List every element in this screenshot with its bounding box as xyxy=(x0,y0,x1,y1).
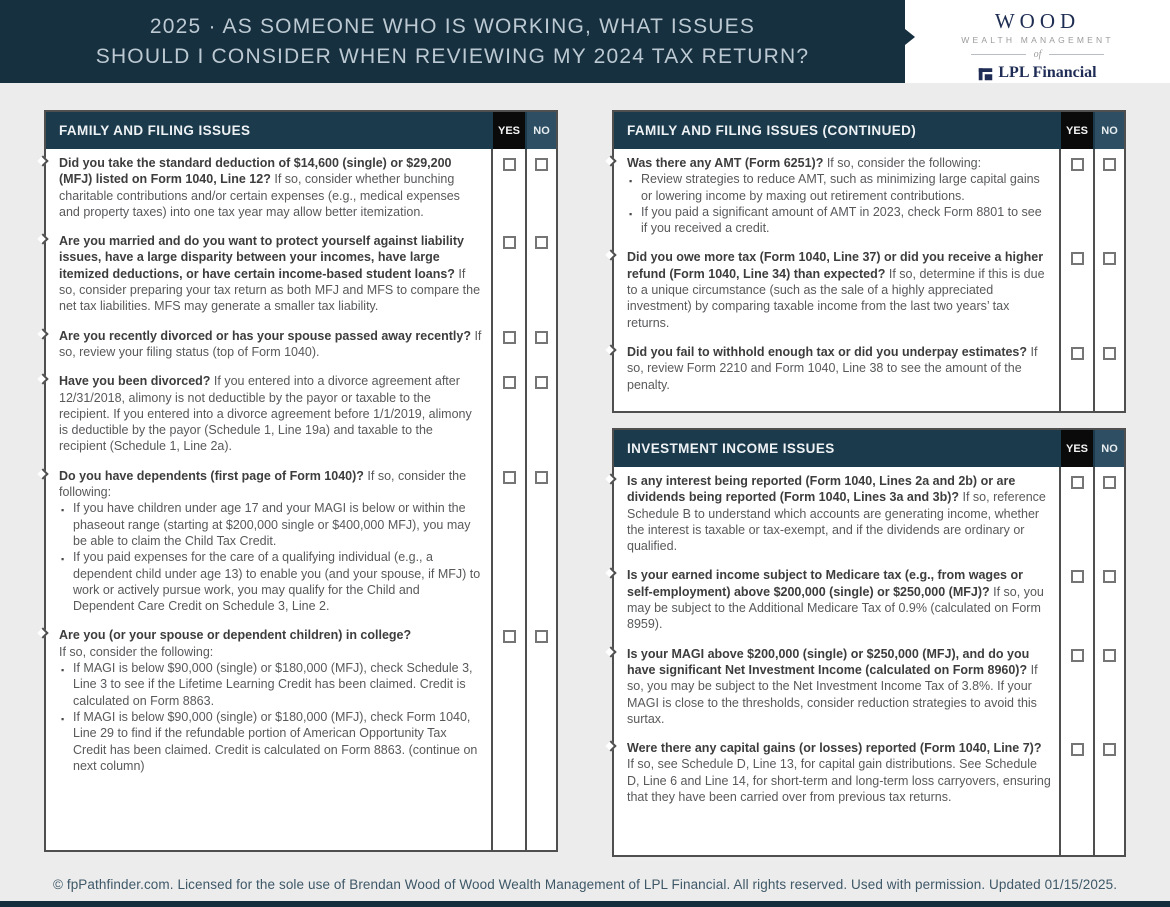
question-lead: Were there any capital gains (or losses) reported (Form 1040, Line 7)? xyxy=(627,741,1042,756)
section-family-filing-continued xyxy=(612,110,1126,413)
yes-checkbox[interactable] xyxy=(1071,649,1084,662)
no-cell xyxy=(1093,243,1124,337)
header-title-band xyxy=(0,0,905,83)
no-cell xyxy=(1093,467,1124,561)
yes-checkbox[interactable] xyxy=(503,331,516,344)
yes-cell xyxy=(1059,149,1093,243)
lpl-financial-icon xyxy=(978,66,993,81)
no-checkbox[interactable] xyxy=(1103,347,1116,360)
question-lead: Do you have dependents (first page of Form 1040)? xyxy=(59,468,364,483)
bullet-text: If MAGI is below $90,000 (single) or $180,000 (MFJ), check Schedule 3, Line 3 to see if the Lifetime Learning Credit has been claimed. Credit is calculated on Form 8863. xyxy=(73,661,473,708)
question-lead: Is your MAGI above $200,000 (single) or $250,000 (MFJ), and do you have significant Net Investment Income (calculated on Form 8960)? xyxy=(627,646,1030,677)
question-detail: If so, determine if this is due to a unique circumstance (such as the sale of a highly appreciated investment) by comparing taxable income from the last two years’ tax returns. xyxy=(627,266,1045,330)
divider-line xyxy=(1049,54,1104,55)
yes-column-header: YES xyxy=(1061,112,1093,149)
yes-cell xyxy=(1059,467,1093,561)
question-lead: Have you been divorced? xyxy=(59,374,211,389)
section-family-filing xyxy=(44,110,558,852)
logo-of-text: of xyxy=(1033,49,1042,60)
question-text xyxy=(614,734,1059,855)
yes-cell xyxy=(1059,338,1093,411)
bullet-text: If you paid a significant amount of AMT in 2023, check Form 8801 to see if you received a credit. xyxy=(641,204,1042,236)
yes-cell xyxy=(491,462,525,622)
no-cell xyxy=(1093,640,1124,734)
no-checkbox[interactable] xyxy=(535,376,548,389)
question-detail: If so, review Form 2210 and Form 1040, Line 38 to see the amount of the penalty. xyxy=(627,344,1038,392)
question-detail: If so, you may be subject to the Net Investment Income Tax of 3.8%. If your MAGI is close to the thresholds, consider reduction strategies to avoid this surtax. xyxy=(627,662,1038,726)
bullet-item xyxy=(627,171,1051,204)
question-text xyxy=(614,561,1059,639)
question-lead: Are you recently divorced or has your spouse passed away recently? xyxy=(59,328,471,343)
question-text xyxy=(614,338,1059,411)
section-header xyxy=(614,112,1124,149)
question-lead: Are you married and do you want to protect yourself against liability issues, have a large disparity between your incomes, have large itemized deductions, or have certain income-based student loans? xyxy=(59,234,464,281)
question-row xyxy=(46,322,556,368)
question-text xyxy=(46,322,491,368)
yes-checkbox[interactable] xyxy=(503,158,516,171)
no-checkbox[interactable] xyxy=(1103,158,1116,171)
yes-column-header: YES xyxy=(1061,430,1093,467)
yes-column-header: YES xyxy=(493,112,525,149)
bullet-item xyxy=(59,500,483,549)
bullet-text: If you have children under age 17 and your MAGI is below or within the phaseout range (starting at $200,000 single or $400,000 MFJ), you may be able to claim the Child Tax Credit. xyxy=(73,501,471,548)
question-detail: If so, review your filing status (top of Form 1040). xyxy=(59,328,482,359)
no-cell xyxy=(525,227,556,321)
question-detail: If so, consider preparing your tax return as both MFJ and MFS to compare the net tax liabilities. MFS may generate a smaller tax liability. xyxy=(59,266,481,314)
question-detail: If so, see Schedule D, Line 13, for capital gain distributions. See Schedule D, Line 6 and Line 14, for short-term and long-term loss carryovers, ensuring that they have been carried over from previous tax returns. xyxy=(627,757,1051,805)
no-cell xyxy=(525,322,556,368)
question-row xyxy=(614,467,1124,561)
left-column xyxy=(44,110,558,852)
question-text xyxy=(46,367,491,461)
question-detail: If so, consider whether bunching charitable contributions and/or certain expenses (e.g., medical expenses and property taxes) into one tax year may allow better itemization. xyxy=(59,172,460,219)
question-lead: Is any interest being reported (Form 1040, Lines 2a and 2b) or are dividends being reported (Form 1040, Lines 3a and 3b)? xyxy=(627,474,1016,505)
page-header xyxy=(0,0,1170,83)
bullet-icon xyxy=(61,500,73,549)
no-cell xyxy=(525,149,556,227)
no-checkbox[interactable] xyxy=(535,158,548,171)
bullet-item xyxy=(59,660,483,709)
yes-cell xyxy=(491,621,525,850)
yes-checkbox[interactable] xyxy=(503,376,516,389)
no-column-header: NO xyxy=(1095,112,1124,149)
bullet-icon xyxy=(629,204,641,237)
yes-cell xyxy=(1059,734,1093,855)
section-header xyxy=(614,430,1124,467)
divider-line xyxy=(971,54,1026,55)
question-text xyxy=(46,462,491,622)
yes-checkbox[interactable] xyxy=(1071,743,1084,756)
yes-checkbox[interactable] xyxy=(1071,158,1084,171)
lpl-financial-logo xyxy=(978,64,1096,82)
bullet-text: If MAGI is below $90,000 (single) or $180,000 (MFJ), check Form 1040, Line 29 to find if the refundable portion of American Opportunity Tax Credit has been claimed. Credit is calculated on Form 8863. (continue on next column) xyxy=(73,709,478,773)
question-lead: Are you (or your spouse or dependent children) in college? xyxy=(59,628,412,643)
question-row xyxy=(614,243,1124,337)
question-detail: If so, consider the following: xyxy=(826,156,982,170)
yes-checkbox[interactable] xyxy=(1071,347,1084,360)
question-lead: Is your earned income subject to Medicare tax (e.g., from wages or self-employment) above $200,000 (single) or $250,000 (MFJ)? xyxy=(627,568,1023,599)
yes-checkbox[interactable] xyxy=(1071,570,1084,583)
question-text xyxy=(46,227,491,321)
question-row xyxy=(46,621,556,850)
no-checkbox[interactable] xyxy=(1103,476,1116,489)
yes-cell xyxy=(1059,243,1093,337)
question-lead: Did you owe more tax (Form 1040, Line 37) or did you receive a higher refund (Form 1040, Line 34) than expected? xyxy=(627,250,1044,281)
no-cell xyxy=(1093,734,1124,855)
no-column-header: NO xyxy=(527,112,556,149)
question-row xyxy=(614,734,1124,855)
header-arrow-icon xyxy=(905,29,915,45)
lpl-financial-text: LPL Financial xyxy=(998,64,1097,81)
section-title: FAMILY AND FILING ISSUES (CONTINUED) xyxy=(627,123,917,138)
question-detail: If so, consider the following: xyxy=(59,644,214,659)
question-row xyxy=(46,462,556,622)
question-text xyxy=(614,640,1059,734)
no-checkbox[interactable] xyxy=(1103,252,1116,265)
no-cell xyxy=(525,367,556,461)
no-checkbox[interactable] xyxy=(535,630,548,643)
question-detail: If so, reference Schedule B to understand which accounts are generating income, whether the interest is taxable or tax-exempt, and if the dividends are ordinary or qualified. xyxy=(627,490,1046,554)
question-row xyxy=(46,227,556,321)
no-cell xyxy=(1093,338,1124,411)
logo-of-divider xyxy=(971,49,1105,60)
no-column-header: NO xyxy=(1095,430,1124,467)
page-title-line-1: 2025 · AS SOMEONE WHO IS WORKING, WHAT ISSUES xyxy=(149,14,756,38)
no-checkbox[interactable] xyxy=(1103,649,1116,662)
yes-checkbox[interactable] xyxy=(503,471,516,484)
question-row xyxy=(614,149,1124,243)
question-lead: Did you take the standard deduction of $14,600 (single) or $29,200 (MFJ) listed on Form 1040, Line 12? xyxy=(59,156,452,187)
no-checkbox[interactable] xyxy=(535,471,548,484)
question-text xyxy=(614,467,1059,561)
yes-cell xyxy=(491,367,525,461)
question-lead: Was there any AMT (Form 6251)? xyxy=(627,156,824,170)
question-row xyxy=(46,367,556,461)
question-text xyxy=(614,243,1059,337)
no-cell xyxy=(525,462,556,622)
no-checkbox[interactable] xyxy=(535,331,548,344)
bottom-bar xyxy=(0,901,1170,907)
question-row xyxy=(614,338,1124,411)
bullet-icon xyxy=(61,709,73,774)
yes-cell xyxy=(491,322,525,368)
question-detail: If so, consider the following: xyxy=(59,468,467,500)
question-text xyxy=(46,621,491,850)
question-text xyxy=(614,149,1059,243)
section-header xyxy=(46,112,556,149)
no-cell xyxy=(1093,149,1124,243)
bullet-icon xyxy=(61,660,73,709)
no-cell xyxy=(1093,561,1124,639)
bullet-icon xyxy=(61,549,73,614)
yes-checkbox[interactable] xyxy=(503,236,516,249)
yes-cell xyxy=(491,149,525,227)
bullet-text: If you paid expenses for the care of a qualifying individual (e.g., a dependent child under age 13) to enable you (and your spouse, if MFJ) to work or actively pursue work, you may qualify for the Child and Dependent Care Credit on Schedule 3, Line 2. xyxy=(73,550,481,614)
bullet-text: Review strategies to reduce AMT, such as minimizing large capital gains or lowering income by maxing out retirement contributions. xyxy=(641,172,1040,203)
section-investment-income xyxy=(612,428,1126,857)
yes-cell xyxy=(1059,561,1093,639)
yes-checkbox[interactable] xyxy=(1071,252,1084,265)
yes-cell xyxy=(491,227,525,321)
logo-panel xyxy=(905,0,1170,83)
right-column xyxy=(612,110,1126,857)
question-detail: If you entered into a divorce agreement after 12/31/2018, alimony is not deductible by the payor or taxable to the recipient. If you entered into a divorce agreement before 1/1/2019, alimony is deductible by the payor (Schedule 1, Line 19a) and taxable to the recipient (Schedule 1, Line 2a). xyxy=(59,374,472,454)
no-cell xyxy=(525,621,556,850)
footer-license-text: © fpPathfinder.com. Licensed for the sole use of Brendan Wood of Wood Wealth Management of LPL Financial. All rights reserved. Used with permission. Updated 01/15/2025. xyxy=(52,877,1118,892)
logo-wood-text: wood xyxy=(994,2,1081,35)
no-checkbox[interactable] xyxy=(1103,570,1116,583)
bullet-item xyxy=(627,204,1051,237)
yes-checkbox[interactable] xyxy=(503,630,516,643)
question-text xyxy=(46,149,491,227)
question-row xyxy=(614,561,1124,639)
bullet-item xyxy=(59,709,483,774)
question-row xyxy=(46,149,556,227)
question-lead: Did you fail to withhold enough tax or did you underpay estimates? xyxy=(627,344,1028,359)
yes-cell xyxy=(1059,640,1093,734)
no-checkbox[interactable] xyxy=(1103,743,1116,756)
section-title: FAMILY AND FILING ISSUES xyxy=(59,123,251,138)
bullet-item xyxy=(59,549,483,614)
page-title-line-2: SHOULD I CONSIDER WHEN REVIEWING MY 2024 TAX RETURN? xyxy=(95,44,810,68)
yes-checkbox[interactable] xyxy=(1071,476,1084,489)
question-row xyxy=(614,640,1124,734)
section-title: INVESTMENT INCOME ISSUES xyxy=(627,441,835,456)
logo-subtitle: WEALTH MANAGEMENT xyxy=(961,35,1114,45)
question-detail: If so, you may be subject to the Additional Medicare Tax of 0.9% (calculated on Form 8959). xyxy=(627,584,1044,632)
no-checkbox[interactable] xyxy=(535,236,548,249)
bullet-icon xyxy=(629,171,641,204)
